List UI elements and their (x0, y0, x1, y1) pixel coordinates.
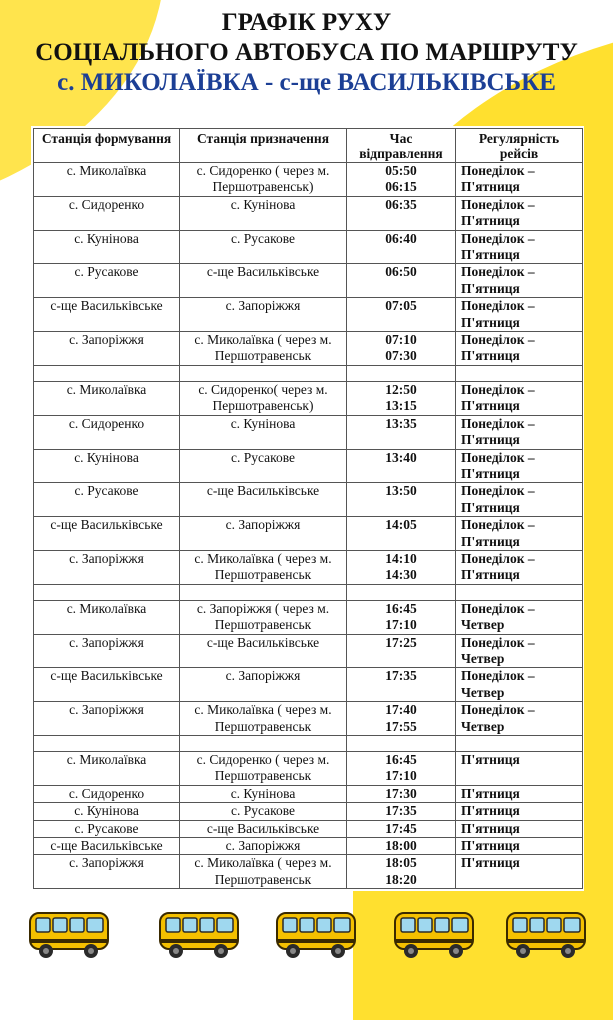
spacer-cell (456, 736, 583, 752)
cell-regularity: П'ятниця (456, 855, 583, 889)
table-row (34, 483, 583, 517)
cell-from-station: с. Сидоренко (34, 415, 180, 449)
cell-to-station: с-ще Васильківське (180, 264, 347, 298)
cell-regularity: Понеділок – П'ятниця (456, 230, 583, 264)
cell-from-station: с. Сидоренко (34, 785, 180, 802)
table-row (34, 298, 583, 332)
table-row (34, 752, 583, 786)
cell-from-station: с-ще Васильківське (34, 298, 180, 332)
table-row (34, 332, 583, 366)
school-bus-icon (158, 909, 240, 961)
cell-departure-time: 07:05 (347, 298, 456, 332)
header-time: Час відправлення (347, 129, 456, 163)
cell-regularity: Понеділок – П'ятниця (456, 196, 583, 230)
cell-to-station: с. Запоріжжя (180, 668, 347, 702)
cell-regularity: П'ятниця (456, 838, 583, 855)
cell-from-station: с. Миколаївка (34, 381, 180, 415)
table-row (34, 517, 583, 551)
spacer-cell (347, 736, 456, 752)
cell-to-station: с. Миколаївка ( через м. Першотравенськ (180, 550, 347, 584)
cell-from-station: с. Миколаївка (34, 600, 180, 634)
cell-departure-time: 17:45 (347, 820, 456, 837)
table-row (34, 381, 583, 415)
cell-regularity: Понеділок – П'ятниця (456, 483, 583, 517)
cell-to-station: с. Запоріжжя (180, 298, 347, 332)
cell-from-station: с. Запоріжжя (34, 702, 180, 736)
cell-from-station: с. Запоріжжя (34, 332, 180, 366)
cell-departure-time: 18:05 18:20 (347, 855, 456, 889)
spacer-cell (180, 365, 347, 381)
table-row (34, 264, 583, 298)
cell-from-station: с-ще Васильківське (34, 838, 180, 855)
table-row (34, 196, 583, 230)
cell-departure-time: 06:35 (347, 196, 456, 230)
spacer-cell (456, 365, 583, 381)
cell-regularity: Понеділок – П'ятниця (456, 449, 583, 483)
table-row (34, 634, 583, 668)
school-bus-icon (505, 909, 587, 961)
spacer-cell (347, 365, 456, 381)
cell-regularity: Понеділок – Четвер (456, 668, 583, 702)
route-title: с. МИКОЛАЇВКА - с-ще ВАСИЛЬКІВСЬКЕ (57, 69, 556, 96)
cell-from-station: с-ще Васильківське (34, 668, 180, 702)
table-row (34, 415, 583, 449)
table-row (34, 785, 583, 802)
spacer-cell (34, 736, 180, 752)
title-line-1: ГРАФІК РУХУ (221, 9, 392, 36)
cell-departure-time: 16:45 17:10 (347, 752, 456, 786)
table-row (34, 163, 583, 197)
cell-departure-time: 16:45 17:10 (347, 600, 456, 634)
table-row (34, 838, 583, 855)
cell-regularity: Понеділок – П'ятниця (456, 517, 583, 551)
cell-departure-time: 18:00 (347, 838, 456, 855)
spacer-row (34, 365, 583, 381)
header-to: Станція призначення (180, 129, 347, 163)
page-header (0, 8, 613, 98)
cell-to-station: с. Запоріжжя (180, 517, 347, 551)
cell-from-station: с. Миколаївка (34, 163, 180, 197)
spacer-cell (180, 736, 347, 752)
bus-decoration-row (0, 905, 613, 960)
spacer-row (34, 736, 583, 752)
cell-to-station: с. Миколаївка ( через м. Першотравенськ (180, 855, 347, 889)
spacer-cell (347, 584, 456, 600)
table-row (34, 803, 583, 820)
cell-to-station: с. Кунінова (180, 415, 347, 449)
cell-to-station: с. Запоріжжя (180, 838, 347, 855)
cell-from-station: с. Русакове (34, 264, 180, 298)
cell-regularity: Понеділок – Четвер (456, 702, 583, 736)
cell-from-station: с. Запоріжжя (34, 855, 180, 889)
cell-regularity: Понеділок – П'ятниця (456, 415, 583, 449)
cell-from-station: с. Сидоренко (34, 196, 180, 230)
cell-to-station: с-ще Васильківське (180, 820, 347, 837)
schedule-body (34, 163, 583, 889)
cell-from-station: с. Миколаївка (34, 752, 180, 786)
school-bus-icon (275, 909, 357, 961)
cell-from-station: с. Кунінова (34, 803, 180, 820)
cell-departure-time: 12:50 13:15 (347, 381, 456, 415)
table-row (34, 855, 583, 889)
cell-from-station: с. Запоріжжя (34, 550, 180, 584)
spacer-cell (34, 365, 180, 381)
cell-departure-time: 17:30 (347, 785, 456, 802)
cell-regularity: Понеділок – П'ятниця (456, 298, 583, 332)
cell-regularity: Понеділок – П'ятниця (456, 264, 583, 298)
table-row (34, 820, 583, 837)
cell-departure-time: 17:35 (347, 668, 456, 702)
cell-departure-time: 07:10 07:30 (347, 332, 456, 366)
cell-departure-time: 17:25 (347, 634, 456, 668)
table-row (34, 702, 583, 736)
title-line-2: СОЦІАЛЬНОГО АВТОБУСА ПО МАРШРУТУ (35, 39, 578, 66)
cell-departure-time: 13:50 (347, 483, 456, 517)
cell-to-station: с. Миколаївка ( через м. Першотравенськ (180, 702, 347, 736)
cell-regularity: Понеділок – П'ятниця (456, 550, 583, 584)
table-row (34, 230, 583, 264)
cell-to-station: с. Сидоренко ( через м. Першотравенськ) (180, 163, 347, 197)
table-header-row (34, 129, 583, 163)
cell-departure-time: 14:05 (347, 517, 456, 551)
cell-from-station: с. Запоріжжя (34, 634, 180, 668)
schedule-table (33, 128, 583, 889)
cell-from-station: с. Русакове (34, 820, 180, 837)
cell-regularity: П'ятниця (456, 752, 583, 786)
spacer-cell (456, 584, 583, 600)
cell-from-station: с-ще Васильківське (34, 517, 180, 551)
cell-from-station: с. Кунінова (34, 230, 180, 264)
cell-departure-time: 05:50 06:15 (347, 163, 456, 197)
table-row (34, 668, 583, 702)
cell-regularity: Понеділок – Четвер (456, 600, 583, 634)
cell-to-station: с. Сидоренко( через м. Першотравенськ) (180, 381, 347, 415)
cell-to-station: с. Кунінова (180, 196, 347, 230)
header-regularity: Регулярність рейсів (456, 129, 583, 163)
header-from: Станція формування (34, 129, 180, 163)
cell-departure-time: 13:40 (347, 449, 456, 483)
schedule-table-container (33, 128, 582, 889)
cell-from-station: с. Кунінова (34, 449, 180, 483)
cell-to-station: с-ще Васильківське (180, 634, 347, 668)
spacer-cell (34, 584, 180, 600)
table-row (34, 600, 583, 634)
spacer-row (34, 584, 583, 600)
cell-regularity: Понеділок – Четвер (456, 634, 583, 668)
table-row (34, 550, 583, 584)
school-bus-icon (28, 909, 110, 961)
cell-departure-time: 06:50 (347, 264, 456, 298)
cell-to-station: с. Кунінова (180, 785, 347, 802)
cell-regularity: Понеділок – П'ятниця (456, 332, 583, 366)
cell-regularity: П'ятниця (456, 785, 583, 802)
cell-regularity: П'ятниця (456, 803, 583, 820)
school-bus-icon (393, 909, 475, 961)
cell-departure-time: 06:40 (347, 230, 456, 264)
cell-regularity: П'ятниця (456, 820, 583, 837)
cell-from-station: с. Русакове (34, 483, 180, 517)
cell-to-station: с. Русакове (180, 449, 347, 483)
cell-departure-time: 17:35 (347, 803, 456, 820)
cell-to-station: с. Миколаївка ( через м. Першотравенськ (180, 332, 347, 366)
table-row (34, 449, 583, 483)
cell-to-station: с. Русакове (180, 230, 347, 264)
cell-regularity: Понеділок – П'ятниця (456, 381, 583, 415)
cell-to-station: с. Сидоренко ( через м. Першотравенськ (180, 752, 347, 786)
cell-departure-time: 13:35 (347, 415, 456, 449)
cell-departure-time: 14:10 14:30 (347, 550, 456, 584)
cell-departure-time: 17:40 17:55 (347, 702, 456, 736)
cell-to-station: с. Запоріжжя ( через м. Першотравенськ (180, 600, 347, 634)
spacer-cell (180, 584, 347, 600)
cell-to-station: с. Русакове (180, 803, 347, 820)
cell-regularity: Понеділок – П'ятниця (456, 163, 583, 197)
cell-to-station: с-ще Васильківське (180, 483, 347, 517)
